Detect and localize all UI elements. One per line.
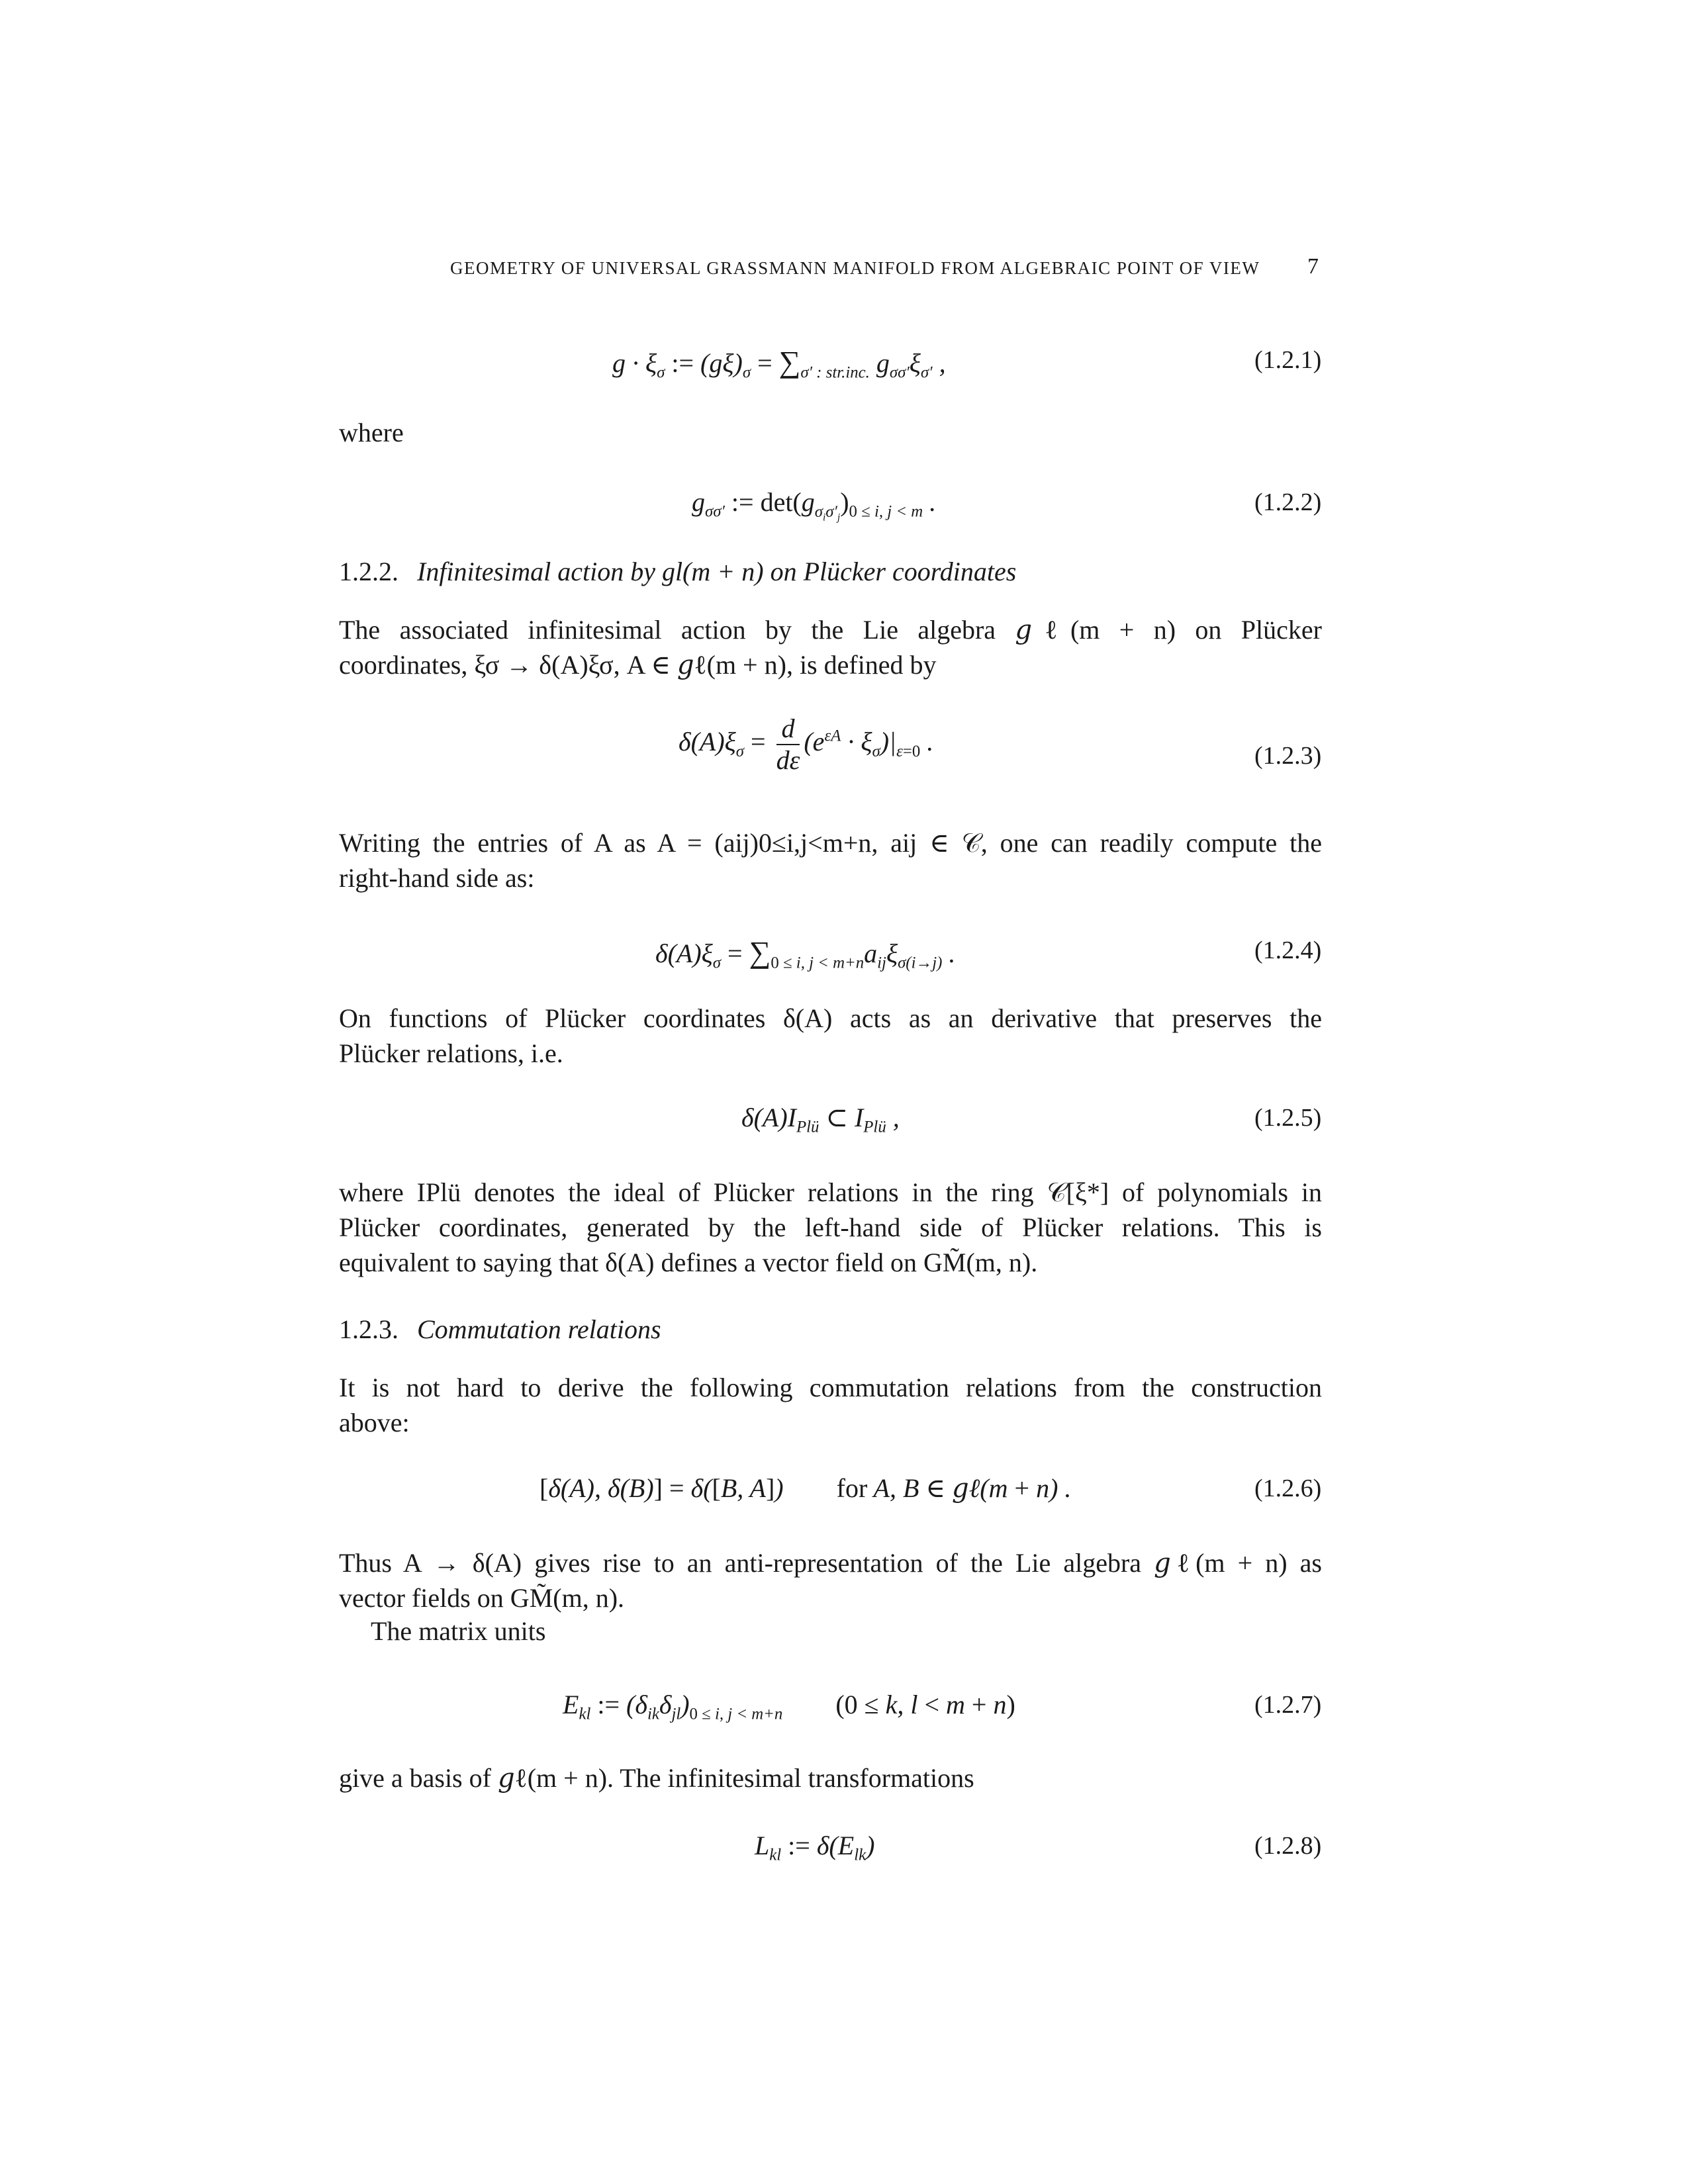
text-line: vector fields on GM̃(m, n). bbox=[339, 1583, 625, 1613]
text-line: where IPlü denotes the ideal of Plücker relations in the ring 𝒞[ξ*] of polynomials in bbox=[339, 1177, 1322, 1207]
section-number: 1.2.2. bbox=[339, 557, 399, 586]
equation-number: (1.2.1) bbox=[1254, 346, 1322, 374]
equation-1-2-7: $E_{kl}$ := $(\delta_{ik}\delta_{jl})_{0 \le i, j < m+n}$ (0 ≤ k, l < m + n) bbox=[563, 1690, 1015, 1723]
page-number: 7 bbox=[1307, 254, 1319, 279]
equation-number: (1.2.3) bbox=[1254, 742, 1322, 770]
equation-number: (1.2.5) bbox=[1254, 1104, 1322, 1132]
section-title: Infinitesimal action by gl(m + n) on Plücker coordinates bbox=[417, 557, 1017, 586]
text-line: Writing the entries of A as A = (aij)0≤i,j<m+n, aij ∈ 𝒞, one can readily compute the bbox=[339, 828, 1322, 858]
equation-1-2-2: $g_{\sigma\sigma'}$ := $\det(g_{\sigma_i\sigma'_j})_{0 \le i, j < m}$ . bbox=[692, 487, 937, 523]
equation-1-2-1: $g \cdot \xi_\sigma$ := $(g\xi)_\sigma = \sum_{\sigma' : str.inc.}$ $g_{\sigma\sigma'}\xi_{\sigma'}$ , bbox=[612, 345, 946, 382]
text-line: It is not hard to derive the following commutation relations from the construction bbox=[339, 1373, 1322, 1402]
text-line: above: bbox=[339, 1408, 410, 1437]
text-line: where bbox=[339, 418, 404, 447]
section-number: 1.2.3. bbox=[339, 1314, 399, 1344]
text-line: give a basis of 𝑔ℓ(m + n). The infinitesimal transformations bbox=[339, 1763, 974, 1793]
equation-number: (1.2.8) bbox=[1254, 1832, 1322, 1860]
text-line: right-hand side as: bbox=[339, 863, 535, 893]
equation-1-2-8: $L_{kl}$ := $\delta(E_{lk})$ bbox=[755, 1831, 875, 1864]
equation-1-2-5: $\delta(A)I_{Plü}$ ⊂ $I_{Plü}$ , bbox=[741, 1103, 900, 1136]
text-line: The matrix units bbox=[371, 1616, 546, 1646]
running-header: GEOMETRY OF UNIVERSAL GRASSMANN MANIFOLD FROM ALGEBRAIC POINT OF VIEW bbox=[450, 258, 1260, 278]
section-heading bbox=[339, 556, 1016, 587]
equation-number: (1.2.4) bbox=[1254, 936, 1322, 964]
equation-number: (1.2.6) bbox=[1254, 1475, 1322, 1502]
equation-number: (1.2.7) bbox=[1254, 1691, 1322, 1719]
text-line: coordinates, ξσ → δ(A)ξσ, A ∈ 𝑔ℓ(m + n), is defined by bbox=[339, 650, 937, 680]
section-heading bbox=[339, 1314, 661, 1345]
text-line: The associated infinitesimal action by the Lie algebra 𝑔ℓ(m + n) on Plücker bbox=[339, 615, 1322, 645]
text-line: Plücker coordinates, generated by the left-hand side of Plücker relations. This is bbox=[339, 1212, 1322, 1242]
text-line: Plücker relations, i.e. bbox=[339, 1038, 563, 1068]
equation-number: (1.2.2) bbox=[1254, 488, 1322, 516]
text-line: equivalent to saying that δ(A) defines a vector field on GM̃(m, n). bbox=[339, 1248, 1038, 1277]
text-line: On functions of Plücker coordinates δ(A) acts as an derivative that preserves the bbox=[339, 1003, 1322, 1033]
equation-1-2-3: $\delta(A)\xi_\sigma$ = $\frac{d}{d\varepsilon}$ $(e^{\varepsilon A} \cdot \xi_\sigma)|_{\varepsilon=0}$ . bbox=[679, 713, 934, 775]
equation-1-2-6: [δ(A), δ(B)] = δ([B, A]) for A, B ∈ 𝑔ℓ(m + n) . bbox=[539, 1473, 1072, 1503]
text-line: Thus A → δ(A) gives rise to an anti-representation of the Lie algebra 𝑔ℓ(m + n) as bbox=[339, 1548, 1322, 1578]
section-title: Commutation relations bbox=[417, 1314, 661, 1344]
equation-1-2-4: $\delta(A)\xi_\sigma = \sum_{0 \le i, j < m+n}a_{ij}\xi_{\sigma(i\to j)}$ . bbox=[655, 935, 956, 972]
